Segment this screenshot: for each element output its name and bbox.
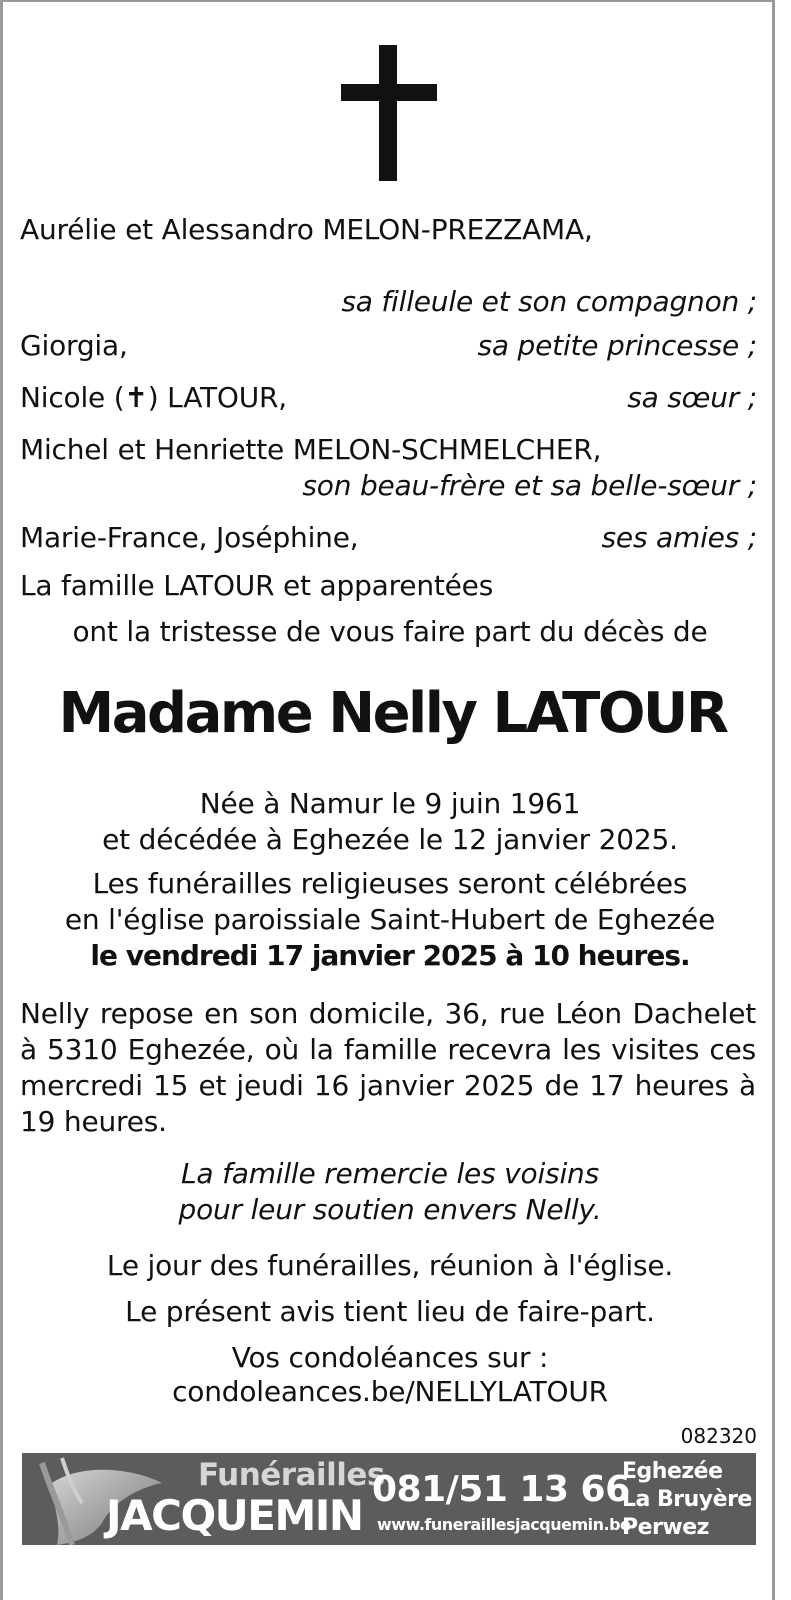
- family-name-4: Michel et Henriette MELON-SCHMELCHER,: [20, 433, 602, 466]
- family-relation-1: sa filleule et son compagnon ;: [341, 285, 757, 318]
- family-name-6: La famille LATOUR et apparentées: [20, 569, 494, 602]
- banner-location-3: Perwez: [622, 1515, 709, 1540]
- funeral-line-2: en l'église paroissiale Saint-Hubert de Eghezée: [64, 903, 716, 936]
- family-name-5: Marie-France, Joséphine,: [20, 521, 359, 554]
- banner-location-2: La Bruyère: [622, 1487, 752, 1512]
- deceased-name: Madame Nelly LATOUR: [58, 681, 727, 746]
- cross-icon: [341, 45, 437, 181]
- death-info: et décédée à Eghezée le 12 janvier 2025.: [102, 823, 678, 856]
- birth-info: Née à Namur le 9 juin 1961: [199, 787, 581, 820]
- visit-info: Nelly repose en son domicile, 36, rue Léon Dachelet à 5310 Eghezée, où la famille recevra les visites ces mercredi 15 et jeudi 16 janvier 2025 de 17 heures à 19 heures.: [20, 997, 756, 1138]
- reference-number: 082320: [680, 1424, 757, 1448]
- meeting-text: Le jour des funérailles, réunion à l'église.: [106, 1249, 674, 1282]
- family-relation-2: sa petite princesse ;: [477, 329, 757, 362]
- thanks-line-1: La famille remercie les voisins: [181, 1157, 599, 1190]
- banner-location-1: Eghezée: [622, 1459, 723, 1484]
- condolences-url: condoleances.be/NELLYLATOUR: [172, 1375, 608, 1408]
- family-relation-4: son beau-frère et sa belle-sœur ;: [302, 469, 757, 502]
- funeral-line-1: Les funérailles religieuses seront célébrées: [92, 867, 688, 900]
- thanks-line-2: pour leur soutien envers Nelly.: [178, 1193, 602, 1226]
- family-name-3: Nicole (✝) LATOUR,: [20, 381, 287, 414]
- family-name-1: Aurélie et Alessandro MELON-PREZZAMA,: [20, 213, 593, 246]
- condolences-label: Vos condoléances sur :: [231, 1341, 549, 1374]
- top-border: [0, 0, 775, 2]
- banner-phone: 081/51 13 66: [372, 1469, 630, 1510]
- notice-text: Le présent avis tient lieu de faire-part.: [125, 1295, 655, 1328]
- family-name-2: Giorgia,: [20, 329, 128, 362]
- banner-website: www.funeraillesjacquemin.be: [377, 1515, 631, 1534]
- family-relation-5: ses amies ;: [601, 521, 757, 554]
- intro-text: ont la tristesse de vous faire part du décès de: [72, 615, 708, 648]
- family-relation-3: sa sœur ;: [627, 381, 757, 414]
- funeral-home-banner: [22, 1453, 756, 1545]
- funeral-date: le vendredi 17 janvier 2025 à 10 heures.: [90, 939, 690, 972]
- banner-company: JACQUEMIN: [106, 1491, 363, 1540]
- banner-funerailles: Funérailles: [198, 1457, 385, 1493]
